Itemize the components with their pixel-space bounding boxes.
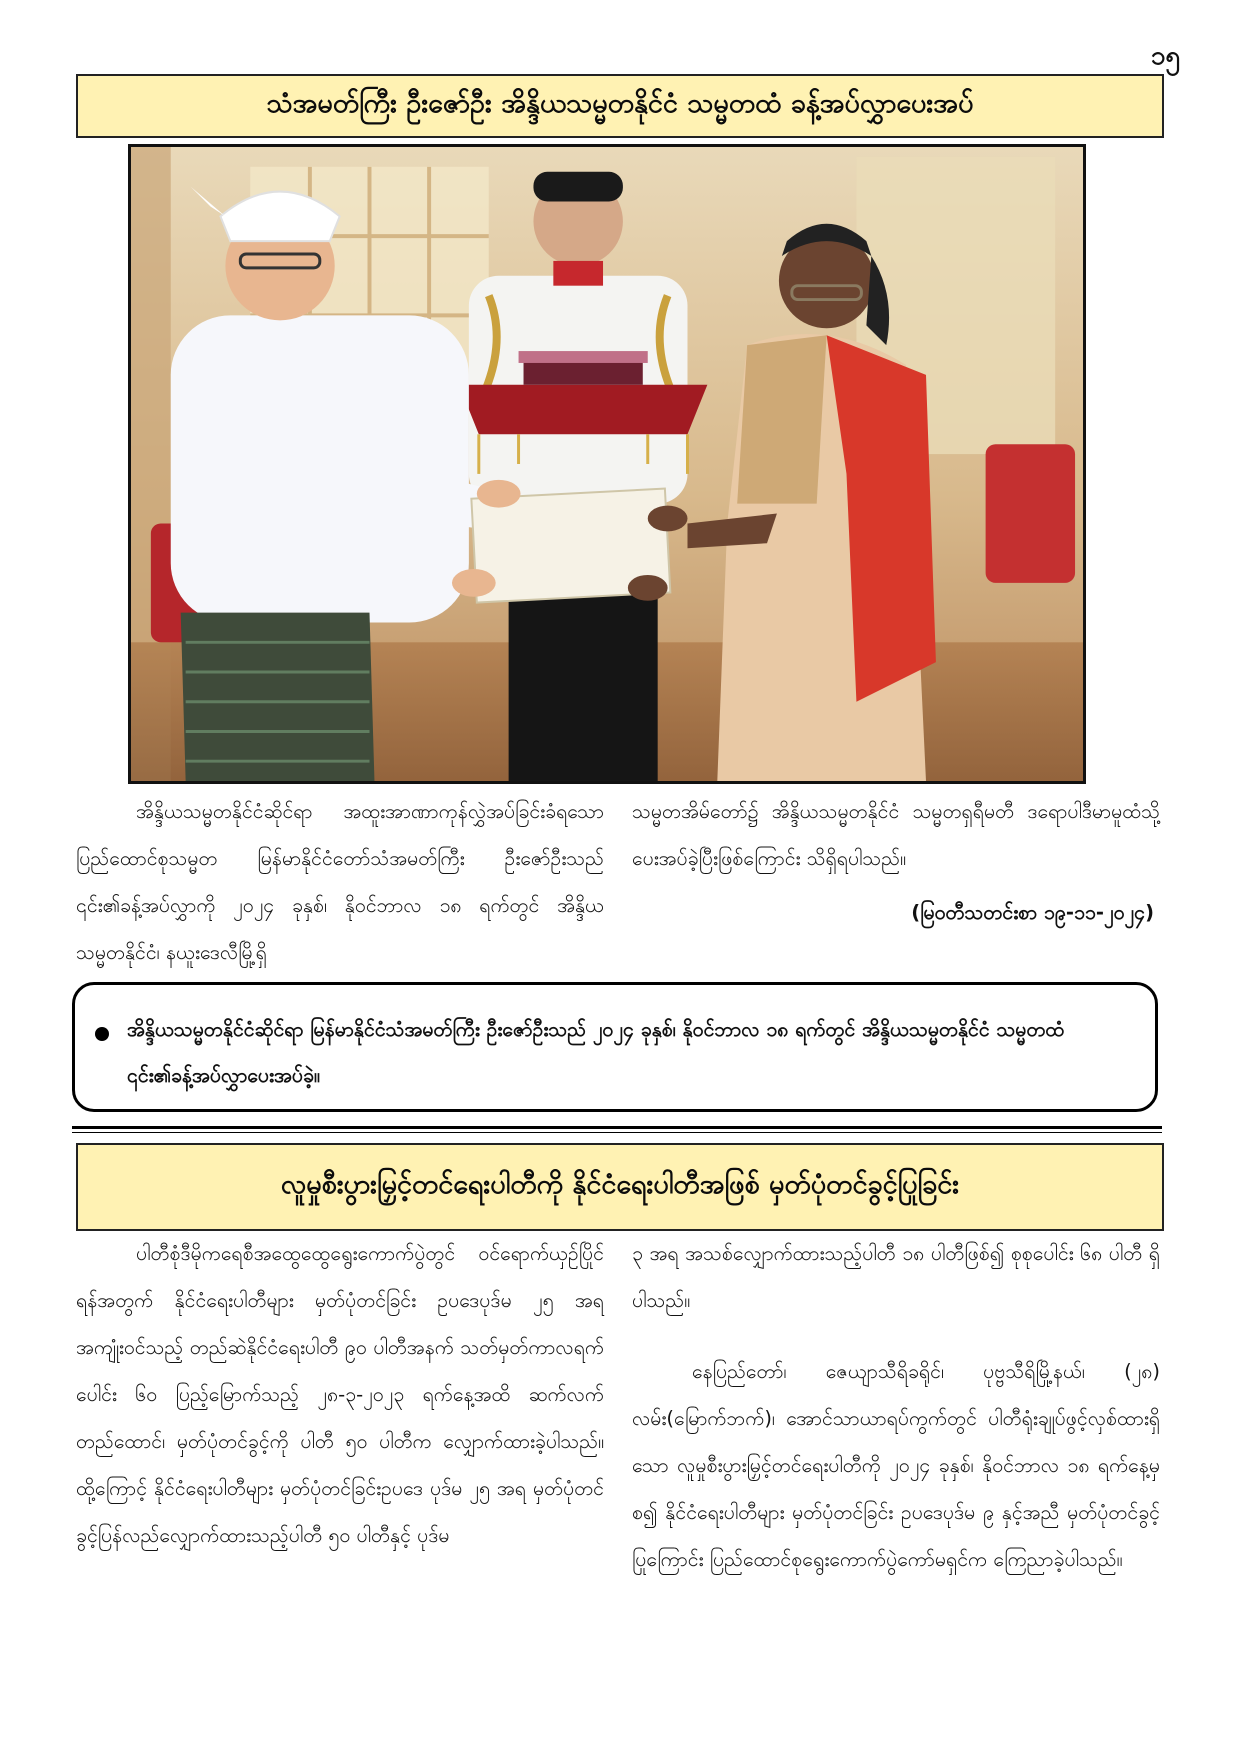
- ceremony-photo: [128, 144, 1086, 784]
- page-number: ၁၅: [1150, 41, 1180, 71]
- bullet-icon: [95, 1027, 109, 1041]
- article2-title: လူမှုစီးပွားမြှင့်တင်ရေးပါတီကို နိုင်ငံရေးပါတီအဖြစ် မှတ်ပုံတင်ခွင့်ပြုခြင်း: [76, 1143, 1164, 1231]
- article1-summary-box: [72, 982, 1158, 1112]
- article2-paragraph-cont: ၃ အရ အသစ်လျှောက်ထားသည့်ပါတီ ၁၈ ပါတီဖြစ်၍ စုစုပေါင်း ၆၈ ပါတီ ရှိပါသည်။: [632, 1242, 1160, 1312]
- article2-body-right: [632, 1230, 1160, 1583]
- article1-body-right: [632, 788, 1160, 882]
- article1-source: (မြဝတီသတင်းစာ ၁၉-၁၁-၂၀၂၄): [911, 901, 1154, 924]
- article1-paragraph-cont: သမ္မတအိမ်တော်၌ အိန္ဒိယသမ္မတနိုင်ငံ သမ္မတရှရီမတီ ဒရောပါဒီမာမူထံသို့ ပေးအပ်ခဲ့ပြီးဖြစ်ကြောင်း သိရှိရပါသည်။: [632, 800, 1160, 870]
- article1-body-left: [76, 788, 604, 976]
- article1-paragraph: အိန္ဒိယသမ္မတနိုင်ငံဆိုင်ရာ အထူးအာဏာကုန်လွှဲအပ်ခြင်းခံရသော ပြည်ထောင်စုသမ္မတ မြန်မာနိုင်ငံတော်သံအမတ်ကြီး ဦးဇော်ဦးသည် ၎င်း၏ခန့်အပ်လွှာကို ၂၀၂၄ ခုနှစ်၊ နိုဝင်ဘာလ ၁၈ ရက်တွင် အိန္ဒိယသမ္မတနိုင်ငံ၊ နယူးဒေလီမြို့ရှိ: [76, 800, 604, 964]
- article1-title: သံအမတ်ကြီး ဦးဇော်ဦး အိန္ဒိယသမ္မတနိုင်ငံ သမ္မတထံ ခန့်အပ်လွှာပေးအပ်: [76, 74, 1164, 138]
- section-divider: [72, 1126, 1162, 1129]
- article2-paragraph: ပါတီစုံဒီမိုကရေစီအထွေထွေရွေးကောက်ပွဲတွင် ဝင်ရောက်ယှဉ်ပြိုင်ရန်အတွက် နိုင်ငံရေးပါတီများ မှတ်ပုံတင်ခြင်း ဥပဒေပုဒ်မ ၂၅ အရ အကျုံးဝင်သည့် တည်ဆဲနိုင်ငံရေးပါတီ ၉၀ ပါတီအနက် သတ်မှတ်ကာလရက်ပေါင်း ၆၀ ပြည့်မြောက်သည့် ၂၈-၃-၂၀၂၃ ရက်နေ့အထိ ဆက်လက်တည်ထောင်၊ မှတ်ပုံတင်ခွင့်ကို ပါတီ ၅၀ ပါတီက လျှောက်ထားခဲ့ပါသည်။ ထို့ကြောင့် နိုင်ငံရေးပါတီများ မှတ်ပုံတင်ခြင်းဥပဒေ ပုဒ်မ ၂၅ အရ မှတ်ပုံတင်ခွင့်ပြန်လည်လျှောက်ထားသည့်ပါတီ ၅၀ ပါတီနှင့် ပုဒ်မ: [76, 1242, 604, 1547]
- article2-paragraph-2: နေပြည်တော်၊ ဇေယျာသီရိခရိုင်၊ ပုဗ္ဗသီရိမြို့နယ်၊ (၂၈) လမ်း(မြောက်ဘက်)၊ အောင်သာယာရပ်ကွက်တွင် ပါတီရုံးချုပ်ဖွင့်လှစ်ထားရှိသော လူမှုစီးပွားမြှင့်တင်ရေးပါတီကို ၂၀၂၄ ခုနှစ်၊ နိုဝင်ဘာလ ၁၈ ရက်နေ့မှစ၍ နိုင်ငံရေးပါတီများ မှတ်ပုံတင်ခြင်း ဥပဒေပုဒ်မ ၉ နှင့်အညီ မှတ်ပုံတင်ခွင့်ပြုကြောင်း ပြည်ထောင်စုရွေးကောက်ပွဲကော်မရှင်က ကြေညာခဲ့ပါသည်။: [632, 1360, 1160, 1571]
- section-divider-thin: [72, 1132, 1162, 1133]
- article2-body-left: [76, 1230, 604, 1559]
- article1-summary: အိန္ဒိယသမ္မတနိုင်ငံဆိုင်ရာ မြန်မာနိုင်ငံသံအမတ်ကြီး ဦးဇော်ဦးသည် ၂၀၂၄ ခုနှစ်၊ နိုဝင်ဘာလ ၁၈ ရက်တွင် အိန္ဒိယသမ္မတနိုင်ငံ သမ္မတထံ ၎င်း၏ခန့်အပ်လွှာပေးအပ်ခဲ့။: [127, 1018, 1065, 1087]
